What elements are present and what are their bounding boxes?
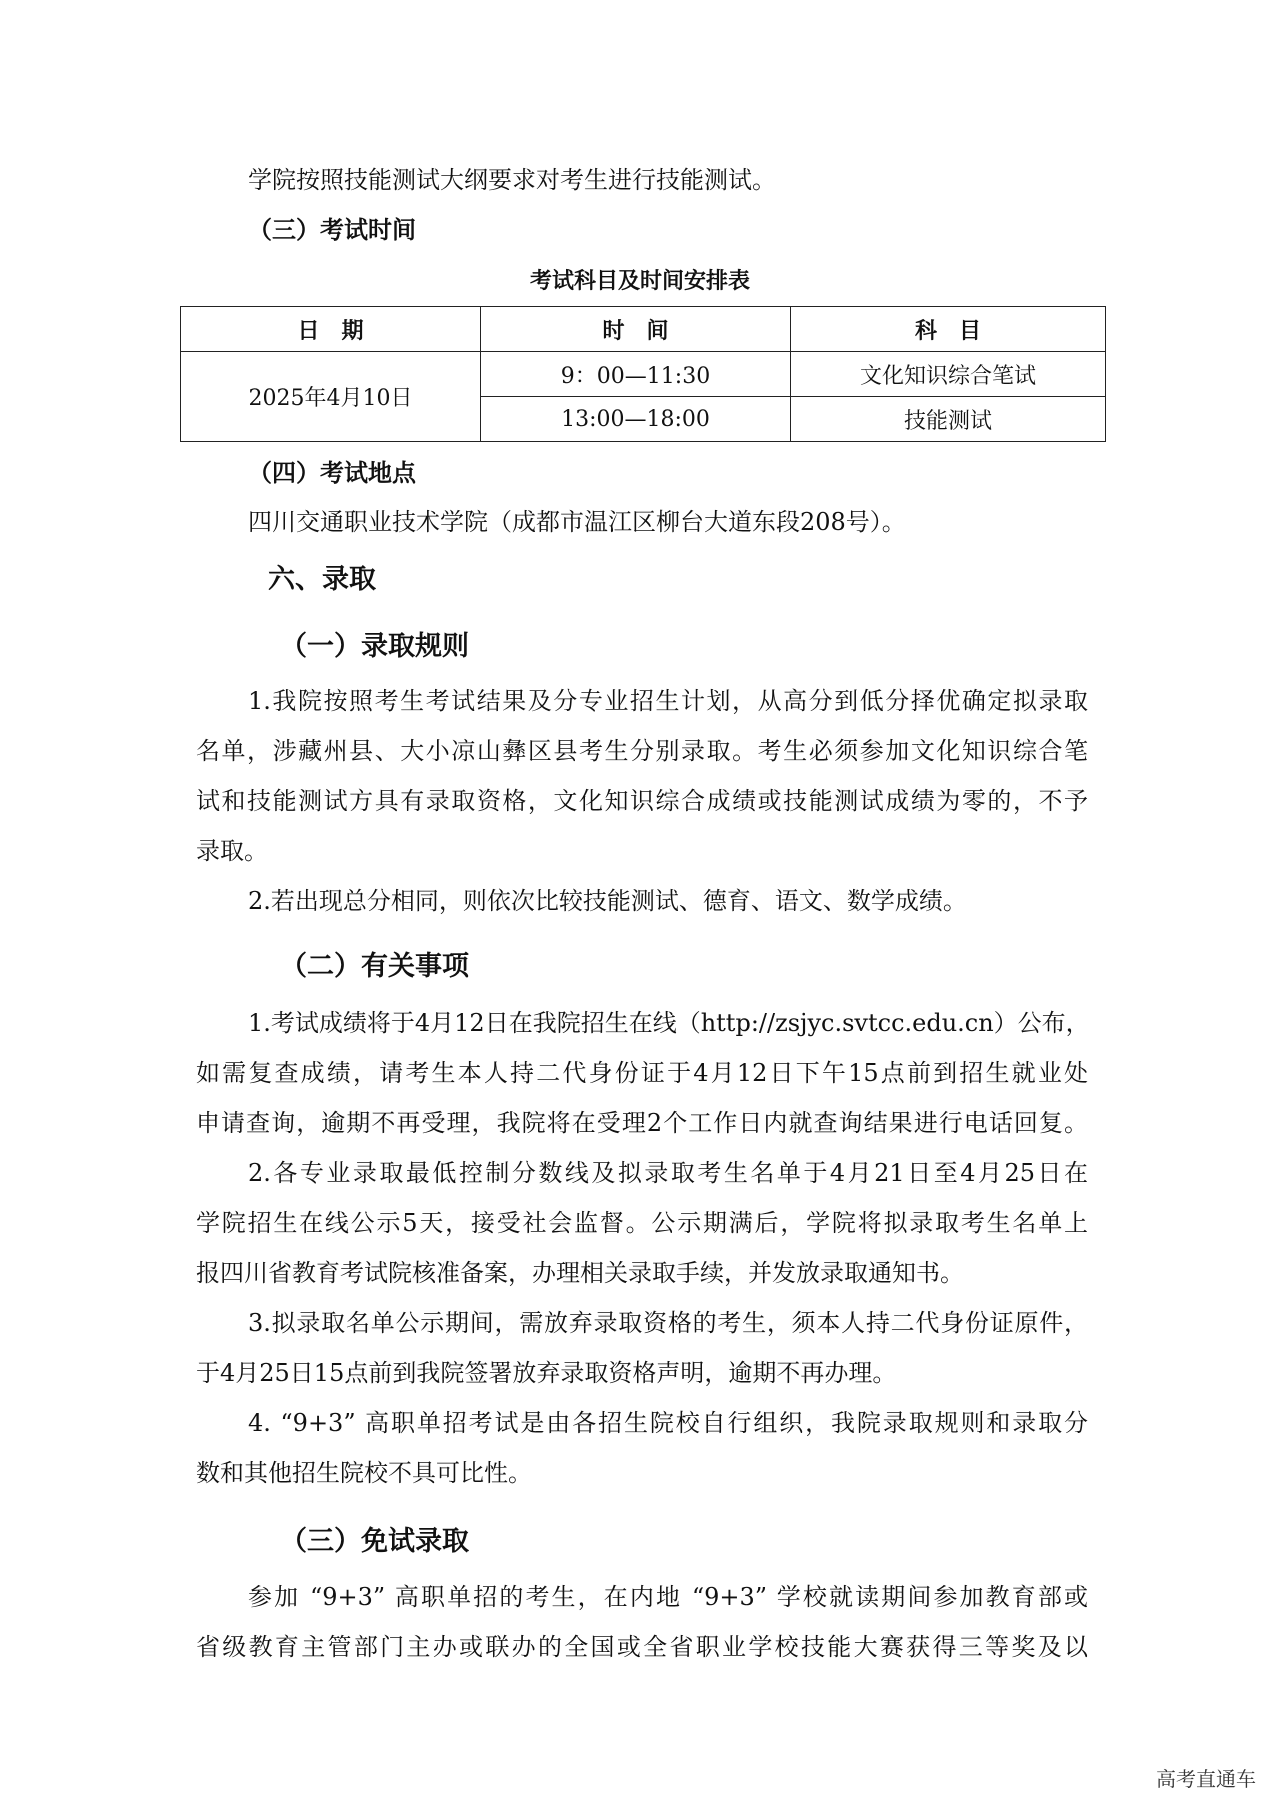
heading-exempt-admission: （三）免试录取 (280, 1526, 469, 1557)
text-line: 省级教育主管部门主办或联办的全国或全省职业学校技能大赛获得三等奖及以 (196, 1633, 1088, 1661)
cell-subject: 技能测试 (791, 397, 1106, 442)
table-title: 考试科目及时间安排表 (529, 269, 750, 294)
text-line: 1.考试成绩将于4月12日在我院招生在线（http://zsjyc.svtcc.edu.cn）公布， (248, 1009, 1090, 1037)
text-line: 学院按照技能测试大纲要求对考生进行技能测试。 (248, 166, 776, 194)
text-line: 学院招生在线公示5天，接受社会监督。公示期满后，学院将拟录取考生名单上 (196, 1209, 1088, 1237)
cell-subject: 文化知识综合笔试 (791, 352, 1106, 397)
table-header-row (181, 307, 1106, 352)
heading-exam-place: （四）考试地点 (248, 459, 416, 487)
text-line: 1.我院按照考生考试结果及分专业招生计划，从高分到低分择优确定拟录取 (248, 687, 1088, 715)
header-subject: 科 目 (791, 307, 1106, 352)
text-line: 2.若出现总分相同，则依次比较技能测试、德育、语文、数学成绩。 (248, 887, 967, 915)
text-line: 名单，涉藏州县、大小凉山彝区县考生分别录取。考生必须参加文化知识综合笔 (196, 737, 1088, 765)
header-time: 时 间 (481, 307, 791, 352)
text-line: 2.各专业录取最低控制分数线及拟录取考生名单于4月21日至4月25日在 (248, 1159, 1088, 1187)
heading-exam-time: （三）考试时间 (248, 216, 416, 244)
watermark-label: 高考直通车 (1152, 1761, 1260, 1794)
heading-related-matters: （二）有关事项 (280, 951, 469, 982)
text-line: 于4月25日15点前到我院签署放弃录取资格声明，逾期不再办理。 (196, 1359, 897, 1387)
text-line: 四川交通职业技术学院（成都市温江区柳台大道东段208号）。 (248, 508, 906, 536)
cell-time: 13:00—18:00 (481, 397, 791, 442)
text-line: 参加 “9+3” 高职单招的考生，在内地 “9+3” 学校就读期间参加教育部或 (248, 1583, 1088, 1611)
text-line: 3.拟录取名单公示期间，需放弃录取资格的考生，须本人持二代身份证原件， (248, 1309, 1088, 1337)
header-date: 日 期 (181, 307, 481, 352)
heading-admission: 六、录取 (268, 564, 376, 595)
text-line: 数和其他招生院校不具可比性。 (196, 1459, 532, 1487)
cell-time: 9：00—11:30 (481, 352, 791, 397)
text-line: 如需复查成绩，请考生本人持二代身份证于4月12日下午15点前到招生就业处 (196, 1059, 1088, 1087)
exam-schedule-table (180, 306, 1106, 442)
text-line: 申请查询，逾期不再受理，我院将在受理2个工作日内就查询结果进行电话回复。 (196, 1109, 1088, 1137)
text-line: 报四川省教育考试院核准备案，办理相关录取手续，并发放录取通知书。 (196, 1259, 964, 1287)
text-line: 录取。 (196, 837, 268, 865)
table-row (181, 352, 1106, 397)
cell-date: 2025年4月10日 (181, 352, 481, 442)
heading-admission-rules: （一）录取规则 (280, 631, 469, 662)
text-line: 试和技能测试方具有录取资格，文化知识综合成绩或技能测试成绩为零的，不予 (196, 787, 1088, 815)
text-line: 4. “9+3” 高职单招考试是由各招生院校自行组织，我院录取规则和录取分 (248, 1409, 1088, 1437)
